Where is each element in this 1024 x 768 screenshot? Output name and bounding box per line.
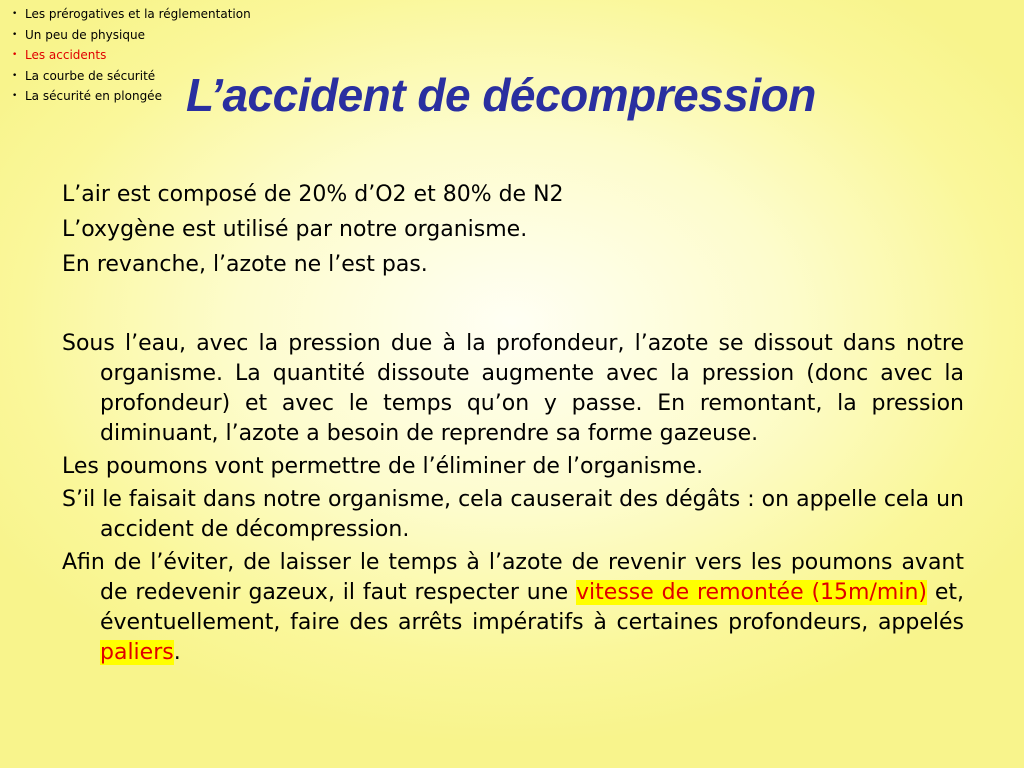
slide-content — [62, 180, 964, 671]
nav-item-label: La sécurité en plongée — [25, 89, 162, 103]
bullet-icon: • — [12, 29, 18, 40]
bullet-icon: • — [12, 91, 18, 101]
text-fragment: Afin de l’éviter, de laisser le temps à l’azote de revenir vers les poumons avant de redevenir gazeux, il faut respecter une — [62, 550, 964, 605]
nav-item-label: La courbe de sécurité — [25, 68, 156, 83]
paragraph-poumons: Les poumons vont permettre de l’éliminer de l’organisme. — [62, 454, 704, 479]
bullet-icon: • — [12, 50, 18, 60]
nav-item-physique[interactable] — [12, 25, 251, 46]
nav-item-label: Un peu de physique — [25, 27, 145, 42]
nav-item-prerogatives[interactable] — [12, 4, 251, 25]
paragraph-spacer — [62, 285, 964, 329]
intro-line: L’air est composé de 20% d’O2 et 80% de N2 — [62, 182, 564, 207]
bullet-icon: • — [12, 70, 18, 81]
text-fragment: . — [173, 640, 181, 665]
paragraph-prevention — [62, 548, 964, 668]
highlight-vitesse: vitesse de remontée (15m/min) — [576, 580, 927, 605]
intro-line: L’oxygène est utilisé par notre organisme. — [62, 217, 528, 242]
nav-item-accidents[interactable] — [12, 45, 251, 66]
paragraph-degats: S’il le faisait dans notre organisme, cela causerait des dégâts : on appelle cela un accident de décompression. — [62, 487, 964, 542]
highlight-paliers: paliers — [100, 640, 174, 665]
intro-line: En revanche, l’azote ne l’est pas. — [62, 252, 428, 277]
bullet-icon: • — [12, 9, 18, 19]
slide-title: L’accident de décompression — [186, 69, 816, 121]
nav-item-label: Les accidents — [25, 48, 107, 62]
text-fragment: et, éventuellement, faire des arrêts impératifs à certaines profondeurs, appelés — [100, 580, 964, 635]
nav-item-label: Les prérogatives et la réglementation — [25, 7, 251, 21]
paragraph-dissolution: Sous l’eau, avec la pression due à la profondeur, l’azote se dissout dans notre organisme. La quantité dissoute augmente avec la pression (donc avec la profondeur) et avec le temps qu’on y passe. En remontant, la pression diminuant, l’azote a besoin de reprendre sa forme gazeuse. — [62, 331, 964, 446]
